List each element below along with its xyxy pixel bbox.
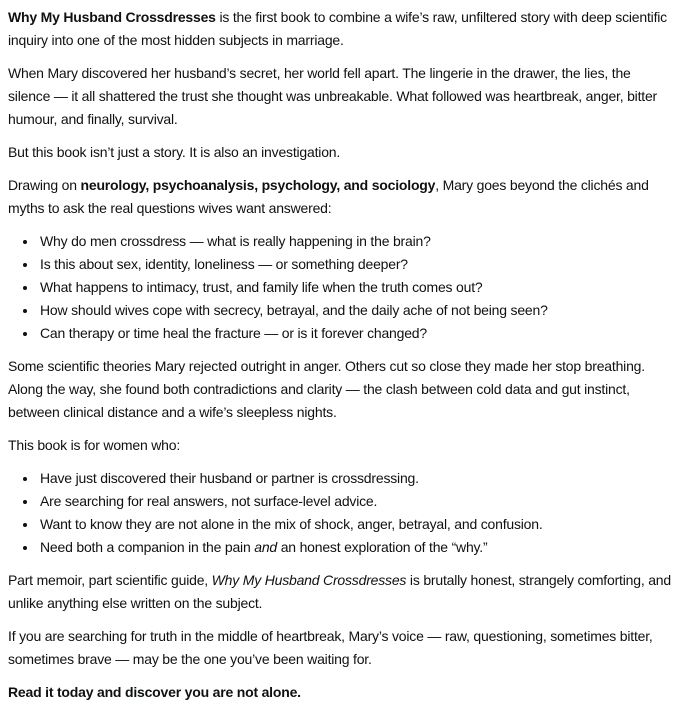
paragraph-discovery: When Mary discovered her husband’s secret, her world fell apart. The lingerie in the drawer, the lies, the silence — it all shattered the trust she thought was unbreakable. What followed was heartbreak, anger, bitter humour, and finally, survival. bbox=[8, 65, 658, 127]
paragraph-memoir-pre: Part memoir, part scientific guide, bbox=[8, 572, 212, 588]
list-item: • Why do men crossdress — what is really happening in the brain? bbox=[38, 230, 675, 253]
list-item bbox=[38, 536, 675, 559]
list-item: • What happens to intimacy, trust, and family life when the truth comes out? bbox=[38, 276, 675, 299]
paragraph-intro bbox=[8, 6, 675, 52]
paragraph-investigation: But this book isn’t just a story. It is also an investigation. bbox=[8, 144, 341, 160]
paragraph-disciplines-post: , Mary goes beyond the clichés and myths to ask the real questions wives want answered: bbox=[8, 177, 649, 216]
paragraph-call-to-action: Read it today and discover you are not alone. bbox=[8, 684, 301, 700]
list-item: • Have just discovered their husband or partner is crossdressing. bbox=[38, 467, 675, 490]
paragraph-memoir-post: is brutally honest, strangely comforting, and unlike anything else written on the subject. bbox=[8, 572, 671, 611]
audience-item-4-italic: and bbox=[254, 539, 278, 555]
book-title-italic: Why My Husband Crossdresses bbox=[211, 572, 407, 588]
list-item: • Can therapy or time heal the fracture — or is it forever changed? bbox=[38, 322, 675, 345]
audience-item-4-post: an honest exploration of the “why.” bbox=[277, 539, 488, 555]
audience-list bbox=[8, 467, 675, 559]
paragraph-disciplines-pre: Drawing on bbox=[8, 177, 81, 193]
book-title-bold: Why My Husband Crossdresses bbox=[8, 9, 216, 25]
list-item: • Are searching for real answers, not surface-level advice. bbox=[38, 490, 675, 513]
audience-item-4-pre: Need both a companion in the pain bbox=[40, 539, 255, 555]
paragraph-theories: Some scientific theories Mary rejected outright in anger. Others cut so close they made her stop breathing. Along the way, she found both contradictions and clarity — the clash between cold data and gut instinct, between clinical distance and a wife’s sleepless nights. bbox=[8, 358, 645, 420]
list-item: • Is this about sex, identity, loneliness — or something deeper? bbox=[38, 253, 675, 276]
questions-list bbox=[8, 230, 675, 345]
paragraph-voice: If you are searching for truth in the middle of heartbreak, Mary’s voice — raw, questioning, sometimes bitter, sometimes brave — may be the one you’ve been waiting for. bbox=[8, 628, 653, 667]
paragraph-memoir bbox=[8, 569, 675, 615]
list-item: • Want to know they are not alone in the mix of shock, anger, betrayal, and confusion. bbox=[38, 513, 675, 536]
paragraph-intro-text: is the first book to combine a wife’s raw, unfiltered story with deep scientific inquiry into one of the most hidden subjects in marriage. bbox=[8, 9, 667, 48]
disciplines-bold: neurology, psychoanalysis, psychology, and sociology bbox=[80, 177, 436, 193]
paragraph-audience-intro: This book is for women who: bbox=[8, 437, 181, 453]
paragraph-disciplines bbox=[8, 174, 675, 220]
list-item: • How should wives cope with secrecy, betrayal, and the daily ache of not being seen? bbox=[38, 299, 675, 322]
